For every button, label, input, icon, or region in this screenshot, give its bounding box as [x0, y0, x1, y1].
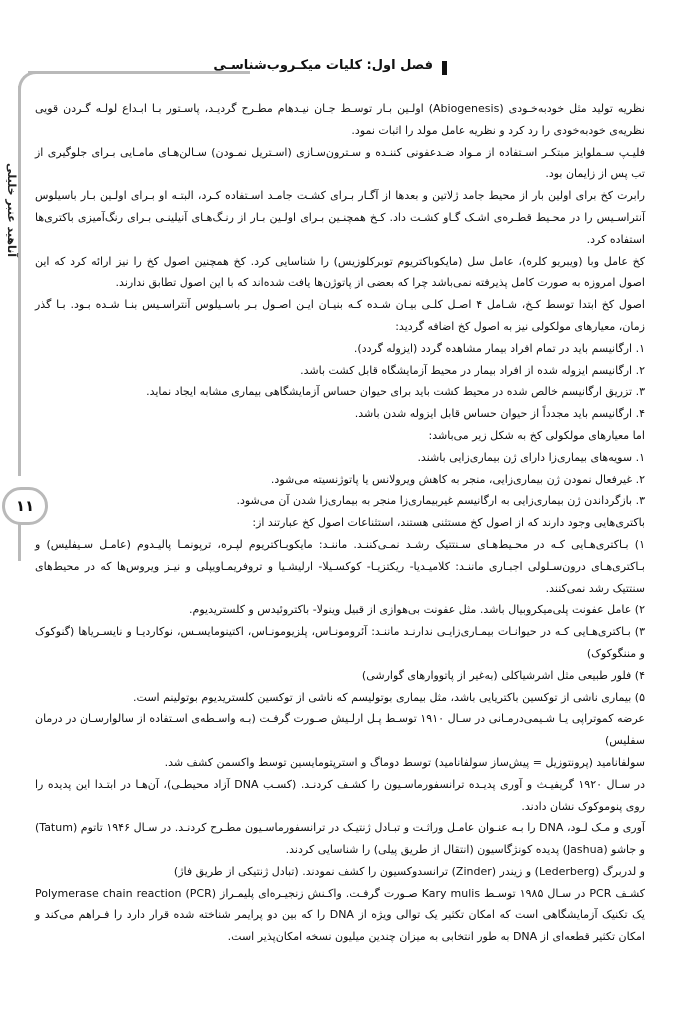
list-item: ۱. سویه‌های بیماری‌زا دارای ژن بیماری‌زایی باشند. [417, 450, 645, 464]
side-author-name: آناهید عنبر خلیلی [5, 162, 18, 258]
paragraph: عرضه کموتراپی یـا شـیمی‌درمـانی در سـال ۱۹۱۰ توسـط پـل ارلـیش صـورت گرفـت (بـه واسـطه‌ی اسـتفاده از سالوارسـان در درمان سفلیس) [35, 712, 645, 748]
paragraph: نظریه تولید مثل خودبه‌خـودی (Abiogenesis) اولـین بـار توسـط جـان نیـدهام مطـرح گردیـد، پاسـتور بـا ابـداع لولـه گـردن قویی نظریه‌ی خودبه‌خودی را رد کرد و نظریه عامل مولد را اثبات نمود. [35, 102, 645, 137]
list-item: ۲. غیرفعال نمودن ژن بیماری‌زایی، منجر به کاهش ویرولانس یا پاتوژنسیته می‌شود. [270, 472, 645, 486]
body-text [35, 98, 645, 948]
paragraph: سولفانامید (پرونتوزیل = پیش‌ساز سولفانامید) توسط دوماگ و استرپتومایسین توسط واکسمن کشف شد. [164, 755, 645, 769]
page-frame-left-rule [18, 86, 21, 476]
list-item: ۱. ارگانیسم باید در تمام افراد بیمار مشاهده گردد (ایزوله گردد). [353, 341, 645, 355]
list-item: ۱) بـاکتری‌هـایی کـه در محـیط‌هـای سـنتتیک رشـد نمـی‌کننـد. ماننـد: مایکوبـاکتریوم لپـره، ترپونمـا پالیـدوم (عامـل سـیفلیس) و بـاکتری‌هـای درون‌سـلولی اجبـاری ماننـد: کلامیـدیا- ریکتزیـا- کوکسـیلا- ارلیشـیا و تروفریمـاویپلی و نیـز ویروس‌ها که در محیط‌های سنتتیک رشد نمی‌کنند. [35, 537, 645, 595]
paragraph: آوری و مـک لـود، DNA را بـه عنـوان عامـل وراثـت و تبـادل ژنتیـک در ترانسفورماسـیون مطـرح کردنـد. در سـال ۱۹۴۶ تاتوم (Tatum) و جاشو (Jashua) پدیده کونژگاسیون (انتقال از طریق پیلی) را شناسایی کردند. [35, 821, 645, 857]
paragraph: اصول کخ ابتدا توسط کـخ، شـامل ۴ اصـل کلـی بیـان شـده کـه بنیـان ایـن اصـول بـر باسـیلوس آنتراسـیس بنـا شـده بـود. بـا گذر زمان، معیارهای مولکولی نیز به اصول کخ اضافه گردید: [35, 298, 645, 333]
paragraph: در سـال ۱۹۲۰ گریفیـث و آوری پدیـده ترانسفورماسـیون را کشـف کردنـد. (کسـب DNA آزاد محیطـی)، آن‌هـا در ابتـدا این پدیده را روی پنوموکوک نشان دادند. [35, 777, 645, 813]
title-marker-bar [442, 61, 447, 75]
chapter-title-text: فصل اول: کلیات میکـروب‌شناسـی [213, 58, 433, 73]
list-item: ۴. ارگانیسم باید مجدداً از حیوان حساس قابل ایزوله شدن باشد. [354, 407, 645, 421]
paragraph: فلیـپ سـملوایز مبتکـر اسـتفاده از مـواد ضـدعفونی کننـده و سـترون‌سـازی (اسـتریل نمـودن) سـالن‌هـای مامـایی بـرای جلوگیری از تب پس از زایمان بود. [35, 145, 645, 181]
list-item: ۳. تزریق ارگانیسم خالص شده در محیط کشت باید برای حیوان حساس آزمایشگاهی بیماری مشابه ایجاد نماید. [146, 385, 645, 399]
paragraph: و لدربرگ (Lederberg) و زیندر (Zinder) ترانسدوکسیون را کشف نمودند. (تبادل ژنتیکی از طریق فاژ) [173, 864, 645, 878]
list-item: ۳) بـاکتری‌هـایی کـه در حیوانـات بیمـاری‌زایـی ندارنـد ماننـد: آئرومونـاس، پلزیومونـاس، اکتینومایسـس، نوکاردیـا و نایسـریاها (گنوکوک و مننگوکوک) [35, 625, 645, 660]
chapter-title [193, 58, 433, 73]
list-item: ۲. ارگانیسم ایزوله شده از افراد بیمار در محیط آزمایشگاه قابل کشت باشد. [300, 363, 645, 377]
list-item: ۲) عامل عفونت پلی‌میکروبیال باشد. مثل عفونت بی‌هوازی از قبیل وینولا- باکتروئیدس و کلستریدیوم. [189, 603, 645, 617]
page-frame-left-rule-lower [18, 521, 21, 561]
page-frame-corner [18, 71, 39, 92]
paragraph: کشـف PCR در سـال ۱۹۸۵ توسـط Kary mulis صـورت گرفـت. واکـنش زنجیـره‌ای پلیمـراز Polymerase chain reaction (PCR) یک تکنیک آزمایشگاهی است که امکان تکثیر یک توالی ویژه از DNA را که بین دو پرایمر شناخته شده قرار دارد را فـراهم می‌کند و امکان تکثیر قطعه‌ای از DNA به طور انتخابی به میزان چندین میلیون نسخه امکان‌پذیر است. [35, 886, 646, 944]
paragraph: رابرت کخ برای اولین بار از محیط جامد ژلاتین و بعدها از آگـار بـرای کشـت جامـد اسـتفاده کـرد، البتـه او بـرای اولـین بـار باسیلوس آنتراسـیس را در محـیط قطـره‌ی اشـک گـاو کشـت داد. کـخ همچنـین بـرای اولـین بـار از رنـگ‌هـای آنیلینـی بـرای رنگ‌آمیزی باکتری‌ها استفاده کرد. [35, 189, 645, 246]
list-item: ۴) فلور طبیعی مثل اشرشیاکلی (به‌غیر از پاتووارهای گوارشی) [361, 668, 645, 682]
paragraph: اما معیارهای مولکولی کخ به شکل زیر می‌باشد: [428, 428, 645, 442]
list-item: ۵) بیماری ناشی از توکسین باکتریایی باشد، مثل بیماری بوتولیسم که ناشی از توکسین کلستریدیوم بوتولینم است. [133, 690, 645, 704]
list-item: ۳. بازگرداندن ژن بیماری‌زایی به ارگانیسم غیربیماری‌زا منجر به بیماری‌زا شدن آن می‌شود. [236, 494, 645, 508]
paragraph: باکتری‌هایی وجود دارند که از اصول کخ مستثنی هستند، استثناعات اصول کخ عبارتند از: [252, 516, 645, 530]
page-number: ۱۱ [15, 497, 35, 515]
paragraph: کخ عامل وبا (ویبریو کلره)، عامل سل (مایکوباکتریوم توبرکلوزیس) را شناسایی کرد. کخ همچنین اصول کخ را نیز ارائه کرد که این اصول امروزه به صورت کامل پذیرفته نمی‌باشد چرا که بعضی از پاتوژن‌ها یافت شده‌اند که با این اصول تطابق ندارند. [35, 254, 645, 290]
